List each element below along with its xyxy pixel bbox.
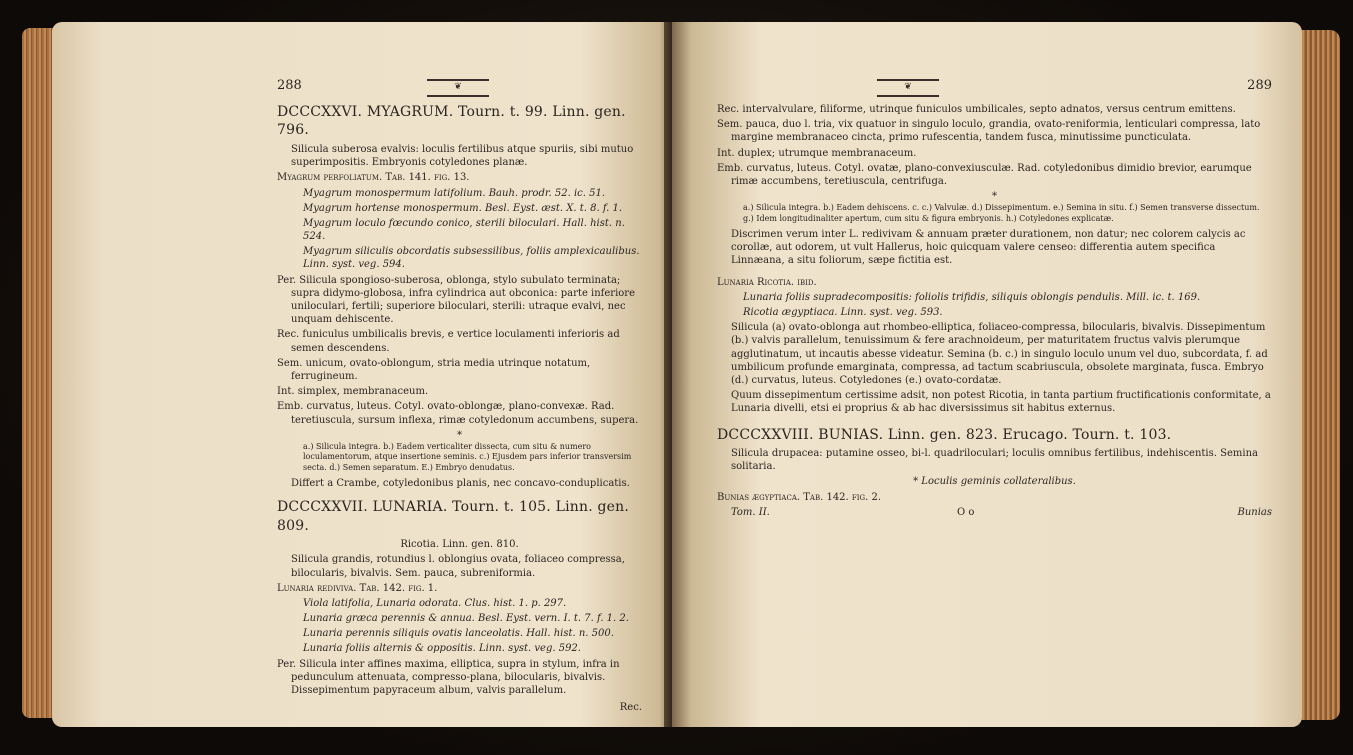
left-page [52, 22, 672, 727]
page-number: 289 [1247, 78, 1272, 93]
pericarp-text: Per. Silicula inter affines maxima, elliptica, supra in stylum, infra in pedunculum attenuata, compresso-plana, bilocularis, bivalvis. Dissepimentum papyraceum album, valvis parallelum. [277, 658, 620, 697]
pericarp-text: Per. Silicula spongioso-suberosa, oblonga, stylo subulato terminata; supra didymo-globosa, infra cylindrica aut obconica: parte inferiore uniloculari, fertili; superiore biloculari, sterili: utraque evalvi, nec unquam dehiscente. [277, 274, 635, 326]
synonym: Myagrum loculo fœcundo conico, sterili biloculari. Hall. hist. n. 524. [303, 217, 625, 243]
species-name: Lunaria Ricotia. ibid. [717, 276, 817, 288]
embryo-text: Emb. curvatus, luteus. Cotyl. ovato-oblongæ, plano-convexæ. Rad. teretiuscula, sursum inflexa, rimæ cotyledonum accumbens, supera. [277, 401, 639, 426]
figure-notes: a.) Silicula integra. b.) Eadem verticaliter dissecta, cum situ & numero loculamentorum, atque insertione seminis. c.) Ejusdem pars inferior transversim secta. d.) Semen separatum. E.) Embryo denudatus. [303, 441, 632, 472]
genus-heading: DCCCXXVI. MYAGRUM. Tourn. t. 99. Linn. gen. 796. [277, 104, 626, 139]
genus-description: Silicula grandis, rotundius l. oblongius ovata, foliaceo compressa, bilocularis, bivalvis. Sem. pauca, subreniformia. [291, 554, 625, 579]
synonym: Lunaria græca perennis & annua. Besl. Eyst. vern. I. t. 7. f. 1. 2. [303, 613, 629, 625]
catchword: Rec. [619, 702, 642, 714]
right-page-edges [1300, 30, 1340, 720]
genus-description: Silicula drupacea: putamine osseo, bi-l. quadriloculari; loculis omnibus fertilibus, indehiscentis. Semina solitaria. [731, 448, 1258, 473]
remark-text: Quum dissepimentum certissime adsit, non potest Ricotia, in tanta partium fructificationis conformitate, a Lunaria divelli, etsi ei proprius & ab hac diversissimus sit habitus externus. [731, 390, 1271, 415]
synonym: Myagrum hortense monospermum. Besl. Eyst. æst. X. t. 8. f. 1. [303, 202, 623, 214]
synonym: Ricotia ægyptiaca. Linn. syst. veg. 593. [743, 307, 943, 319]
species-description: Silicula (a) ovato-oblonga aut rhombeo-elliptica, foliaceo-compressa, bilocularis, bivalvis. Dissepimentum (b.) valvis parallelum, tenuissimum & fere arachnoideum, per maturitatem fructus valvis plerumque agglutinatum, ut incautis abesse videatur. Semina (b. c.) in singulo loculo unum vel duo, subcordata, f. ad umbilicum profunde emarginata, compressa, ad tactum scabriuscula, obsolete marginata, fusca. Embryo (d.) curvatus, luteus. Cotyledones (e.) ovato-cordatæ. [731, 322, 1268, 386]
running-head [277, 77, 642, 103]
header-ornament: ❦ [427, 79, 489, 97]
synonym: Lunaria foliis alternis & oppositis. Linn. syst. veg. 592. [303, 643, 581, 655]
synonym: Lunaria foliis supradecompositis: foliolis trifidis, siliquis oblongis pendulis. Mill. ic. t. 169. [743, 291, 1201, 303]
genus-subheading: Ricotia. Linn. gen. 810. [400, 539, 519, 551]
species-name: Myagrum perfoliatum. Tab. 141. fig. 13. [277, 172, 470, 184]
species-name: Bunias ægyptiaca. Tab. 142. fig. 2. [717, 491, 882, 503]
receptacle-text: Rec. intervalvulare, filiforme, utrinque funiculos umbilicales, septo adnatos, versus centrum emittens. [717, 104, 1236, 115]
asterisk-divider: * [457, 429, 462, 441]
synonym: Viola latifolia, Lunaria odorata. Clus. hist. 1. p. 297. [303, 597, 567, 609]
discrimen-text: Discrimen verum inter L. redivivam & annuam præter durationem, non datur; nec colorem calycis ac corollæ, aut odorem, ut vult Hallerus, hoic quicquam valere censeo: differentia autem specifica Linnæana, a situ foliorum, sæpe fictitia est. [731, 229, 1246, 267]
receptacle-text: Rec. funiculus umbilicalis brevis, e vertice loculamenti inferioris ad semen descendens. [277, 329, 620, 354]
right-page [672, 22, 1302, 727]
embryo-text: Emb. curvatus, luteus. Cotyl. ovatæ, plano-convexiusculæ. Rad. cotyledonibus dimidio brevior, earumque rimæ accumbens, teretiuscula, centrifuga. [717, 162, 1252, 187]
genus-heading: DCCCXXVIII. BUNIAS. Linn. gen. 823. Erucago. Tourn. t. 103. [717, 426, 1172, 443]
section-note: * Loculis geminis collateralibus. [913, 476, 1076, 488]
volume-label: Tom. II. [731, 506, 770, 518]
asterisk-divider: * [992, 191, 997, 203]
running-head [717, 77, 1272, 103]
genus-description: Silicula suberosa evalvis: loculis fertilibus atque spuriis, sibi mutuo superimpositis. Embryonis cotyledones planæ. [291, 143, 634, 169]
integument-text: Int. duplex; utrumque membranaceum. [717, 147, 917, 159]
differentia-text: Differt a Crambe, cotyledonibus planis, nec concavo-conduplicatis. [291, 478, 630, 490]
synonym: Myagrum monospermum latifolium. Bauh. prodr. 52. ic. 51. [303, 187, 606, 199]
seed-text: Sem. unicum, ovato-oblongum, stria media utrinque notatum, ferrugineum. [277, 357, 591, 382]
integument-text: Int. simplex, membranaceum. [277, 386, 429, 398]
genus-heading: DCCCXXVII. LUNARIA. Tourn. t. 105. Linn. gen. 809. [277, 499, 630, 534]
signature-mark: O o [957, 506, 975, 518]
page-footer [717, 506, 1272, 520]
catchword: Bunias [1237, 506, 1272, 518]
synonym: Lunaria perennis siliquis ovatis lanceolatis. Hall. hist. n. 500. [303, 628, 614, 640]
figure-notes: a.) Silicula integra. b.) Eadem dehiscens. c. c.) Valvulæ. d.) Dissepimentum. e.) Semina in situ. f.) Semen transverse dissectum. g.) Idem longitudinaliter apertum, cum situ & figura embryonis. h.) Cotyledones explicatæ. [743, 203, 1260, 223]
synonym: Myagrum siliculis obcordatis subsessilibus, foliis amplexicaulibus. Linn. syst. veg. 594. [303, 246, 640, 271]
header-ornament: ❦ [877, 79, 939, 97]
species-name: Lunaria rediviva. Tab. 142. fig. 1. [277, 582, 438, 594]
page-number: 288 [277, 78, 302, 93]
seed-text: Sem. pauca, duo l. tria, vix quatuor in singulo loculo, grandia, ovato-reniformia, lenticulari compressa, lato margine membranaceo cincta, primo rufescentia, tandem fusca, minutissime puncticulata. [717, 119, 1261, 144]
